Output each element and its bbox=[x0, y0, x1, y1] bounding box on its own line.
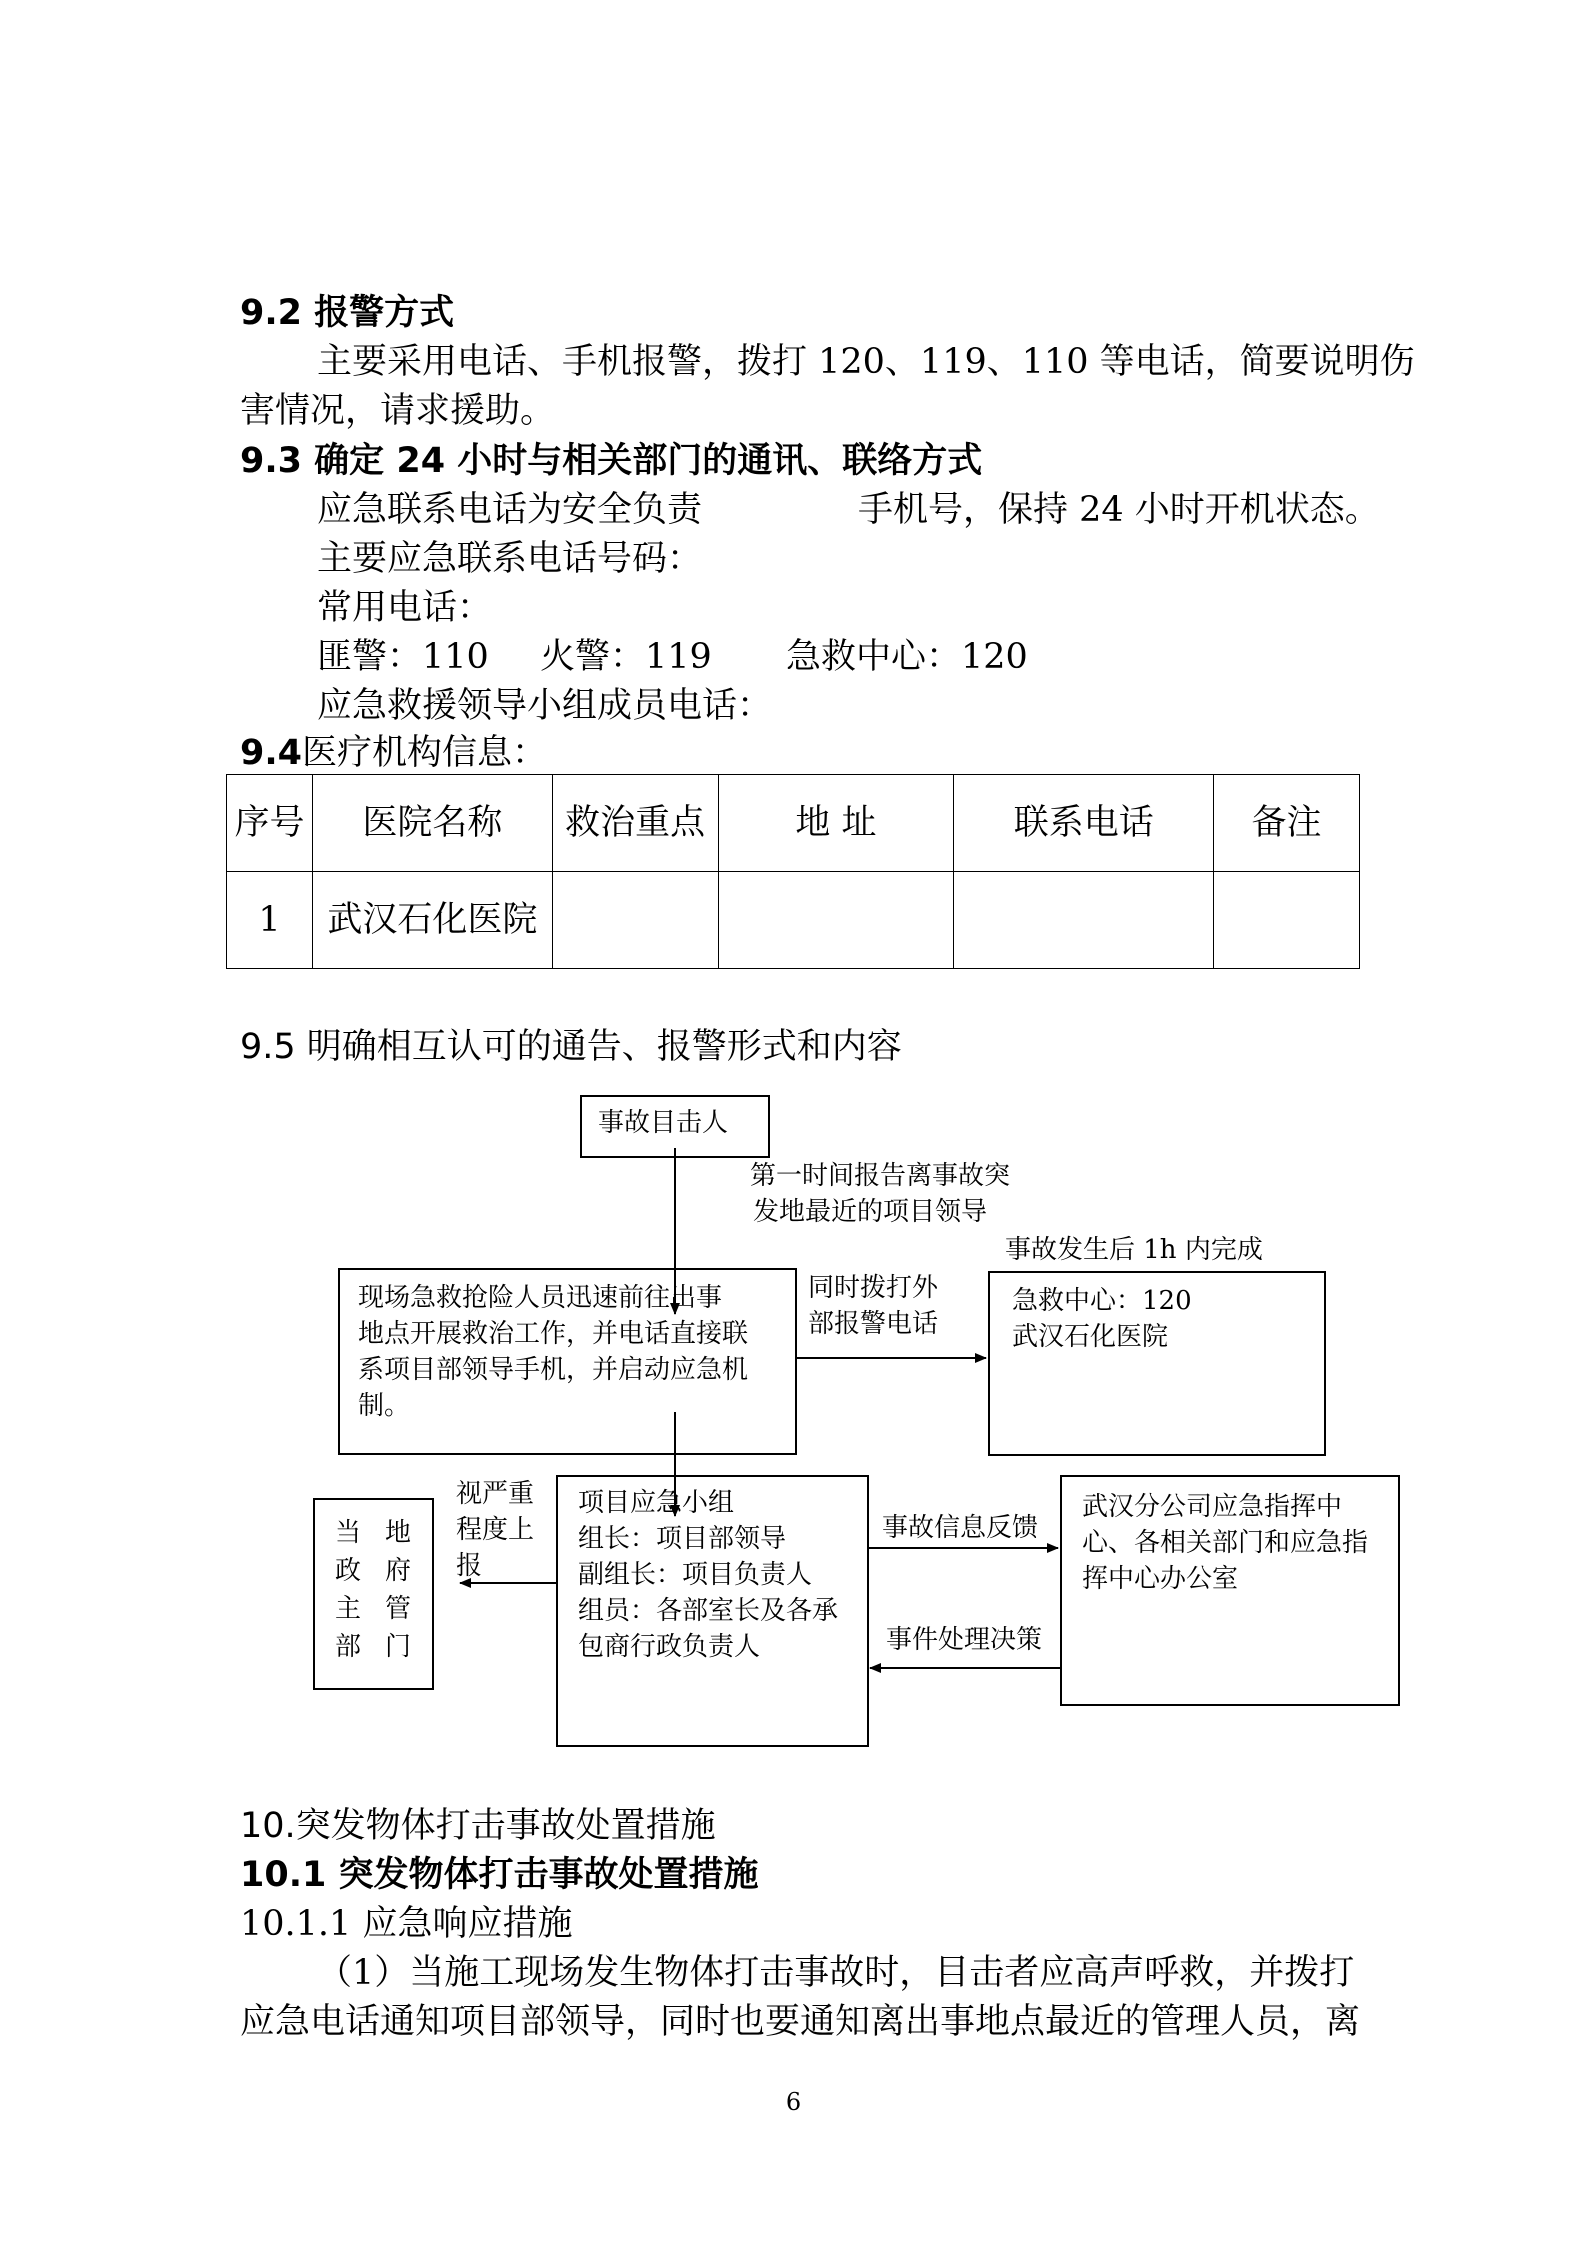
col-header-address: 地 址 bbox=[718, 775, 954, 872]
gov-char-1: 当 bbox=[335, 1518, 362, 1548]
hq-line-2: 心、各相关部门和应急指 bbox=[1082, 1528, 1369, 1558]
section-10-1-heading: 10.1 突发物体打击事故处置措施 bbox=[240, 1855, 759, 1895]
group-line-4: 组员：各部室长及各承 bbox=[578, 1596, 839, 1626]
onsite-rescue-line-4: 制。 bbox=[358, 1391, 411, 1421]
report-note-line-1: 第一时间报告离事故突 bbox=[750, 1161, 1011, 1191]
local-government-text bbox=[335, 1514, 432, 1666]
hospital-box-line-2: 武汉石化医院 bbox=[1012, 1322, 1169, 1352]
local-government-box bbox=[313, 1498, 434, 1690]
hospital-box bbox=[988, 1271, 1326, 1456]
gov-char-4: 府 bbox=[385, 1556, 412, 1586]
page-number: 6 bbox=[785, 2088, 802, 2116]
col-header-treatment-focus: 救治重点 bbox=[552, 775, 718, 872]
group-line-3: 副组长：项目负责人 bbox=[578, 1560, 813, 1590]
section-9-4-number: 9.4 bbox=[240, 733, 303, 773]
gov-char-2: 地 bbox=[385, 1518, 412, 1548]
section-9-3-heading: 9.3 确定 24 小时与相关部门的通讯、联络方式 bbox=[240, 441, 983, 481]
group-line-1: 项目应急小组 bbox=[578, 1488, 735, 1518]
section-9-2-paragraph-line-1: 主要采用电话、手机报警，拨打 120、119、110 等电话，简要说明伤 bbox=[317, 342, 1415, 382]
section-10-heading: 10.突发物体打击事故处置措施 bbox=[240, 1806, 716, 1846]
section-9-2-paragraph-line-2: 害情况，请求援助。 bbox=[240, 391, 556, 431]
gov-char-7: 部 bbox=[335, 1632, 362, 1662]
hospital-box-line-1: 急救中心：120 bbox=[1012, 1286, 1192, 1316]
col-header-remark: 备注 bbox=[1214, 775, 1360, 872]
group-line-5: 包商行政负责人 bbox=[578, 1632, 761, 1662]
fire-number: 火警：119 bbox=[540, 637, 712, 677]
police-number: 匪警：110 bbox=[317, 637, 489, 677]
rescue-center-number: 急救中心：120 bbox=[786, 637, 1028, 677]
section-9-5-heading: 9.5 明确相互认可的通告、报警形式和内容 bbox=[240, 1027, 902, 1067]
completion-note: 事故发生后 1h 内完成 bbox=[1005, 1235, 1263, 1265]
branch-command-center-box bbox=[1060, 1475, 1400, 1706]
onsite-rescue-line-1: 现场急救抢险人员迅速前往出事 bbox=[358, 1283, 723, 1313]
gov-char-5: 主 bbox=[335, 1594, 362, 1624]
emergency-phone-line-a: 应急联系电话为安全负责 bbox=[317, 490, 703, 530]
onsite-rescue-line-3: 系项目部领导手机，并启动应急机 bbox=[358, 1355, 749, 1385]
external-call-note-line-1: 同时拨打外 bbox=[808, 1273, 939, 1303]
severity-note-line-3: 报 bbox=[456, 1551, 483, 1581]
onsite-rescue-line-2: 地点开展救治工作，并电话直接联 bbox=[358, 1319, 749, 1349]
section-10-paragraph-line-1: （1）当施工现场发生物体打击事故时，目击者应高声呼救，并拨打 bbox=[317, 1953, 1355, 1993]
hq-line-3: 挥中心办公室 bbox=[1082, 1564, 1239, 1594]
cell-no: 1 bbox=[227, 872, 313, 969]
col-header-hospital-name: 医院名称 bbox=[312, 775, 552, 872]
section-10-1-1-heading: 10.1.1 应急响应措施 bbox=[240, 1904, 573, 1944]
col-header-no: 序号 bbox=[227, 775, 313, 872]
emergency-group-box bbox=[556, 1475, 869, 1747]
common-phones-label: 常用电话： bbox=[317, 588, 493, 628]
gov-char-8: 门 bbox=[385, 1632, 412, 1662]
external-call-note-line-2: 部报警电话 bbox=[808, 1309, 939, 1339]
emergency-phone-line-b: 手机号，保持 24 小时开机状态。 bbox=[858, 490, 1380, 530]
section-9-4-title: 医疗机构信息： bbox=[302, 733, 548, 773]
group-line-2: 组长：项目部领导 bbox=[578, 1524, 787, 1554]
cell-hospital-name: 武汉石化医院 bbox=[312, 872, 552, 969]
gov-char-6: 管 bbox=[385, 1594, 412, 1624]
hq-line-1: 武汉分公司应急指挥中 bbox=[1082, 1492, 1343, 1522]
section-10-paragraph-line-2: 应急电话通知项目部领导，同时也要通知离出事地点最近的管理人员，离 bbox=[240, 2002, 1361, 2042]
section-9-2-heading: 9.2 报警方式 bbox=[240, 293, 455, 333]
severity-note-line-2: 程度上 bbox=[456, 1515, 535, 1545]
feedback-note: 事故信息反馈 bbox=[882, 1513, 1039, 1543]
leadership-group-phones-label: 应急救援领导小组成员电话： bbox=[317, 686, 773, 726]
decision-note: 事件处理决策 bbox=[886, 1625, 1043, 1655]
gov-char-3: 政 bbox=[335, 1556, 362, 1586]
report-note-line-2: 发地最近的项目领导 bbox=[753, 1197, 988, 1227]
col-header-phone: 联系电话 bbox=[954, 775, 1214, 872]
severity-note-line-1: 视严重 bbox=[456, 1479, 535, 1509]
onsite-rescue-box bbox=[338, 1268, 797, 1455]
witness-box: 事故目击人 bbox=[580, 1095, 770, 1158]
main-contact-numbers-label: 主要应急联系电话号码： bbox=[317, 539, 703, 579]
